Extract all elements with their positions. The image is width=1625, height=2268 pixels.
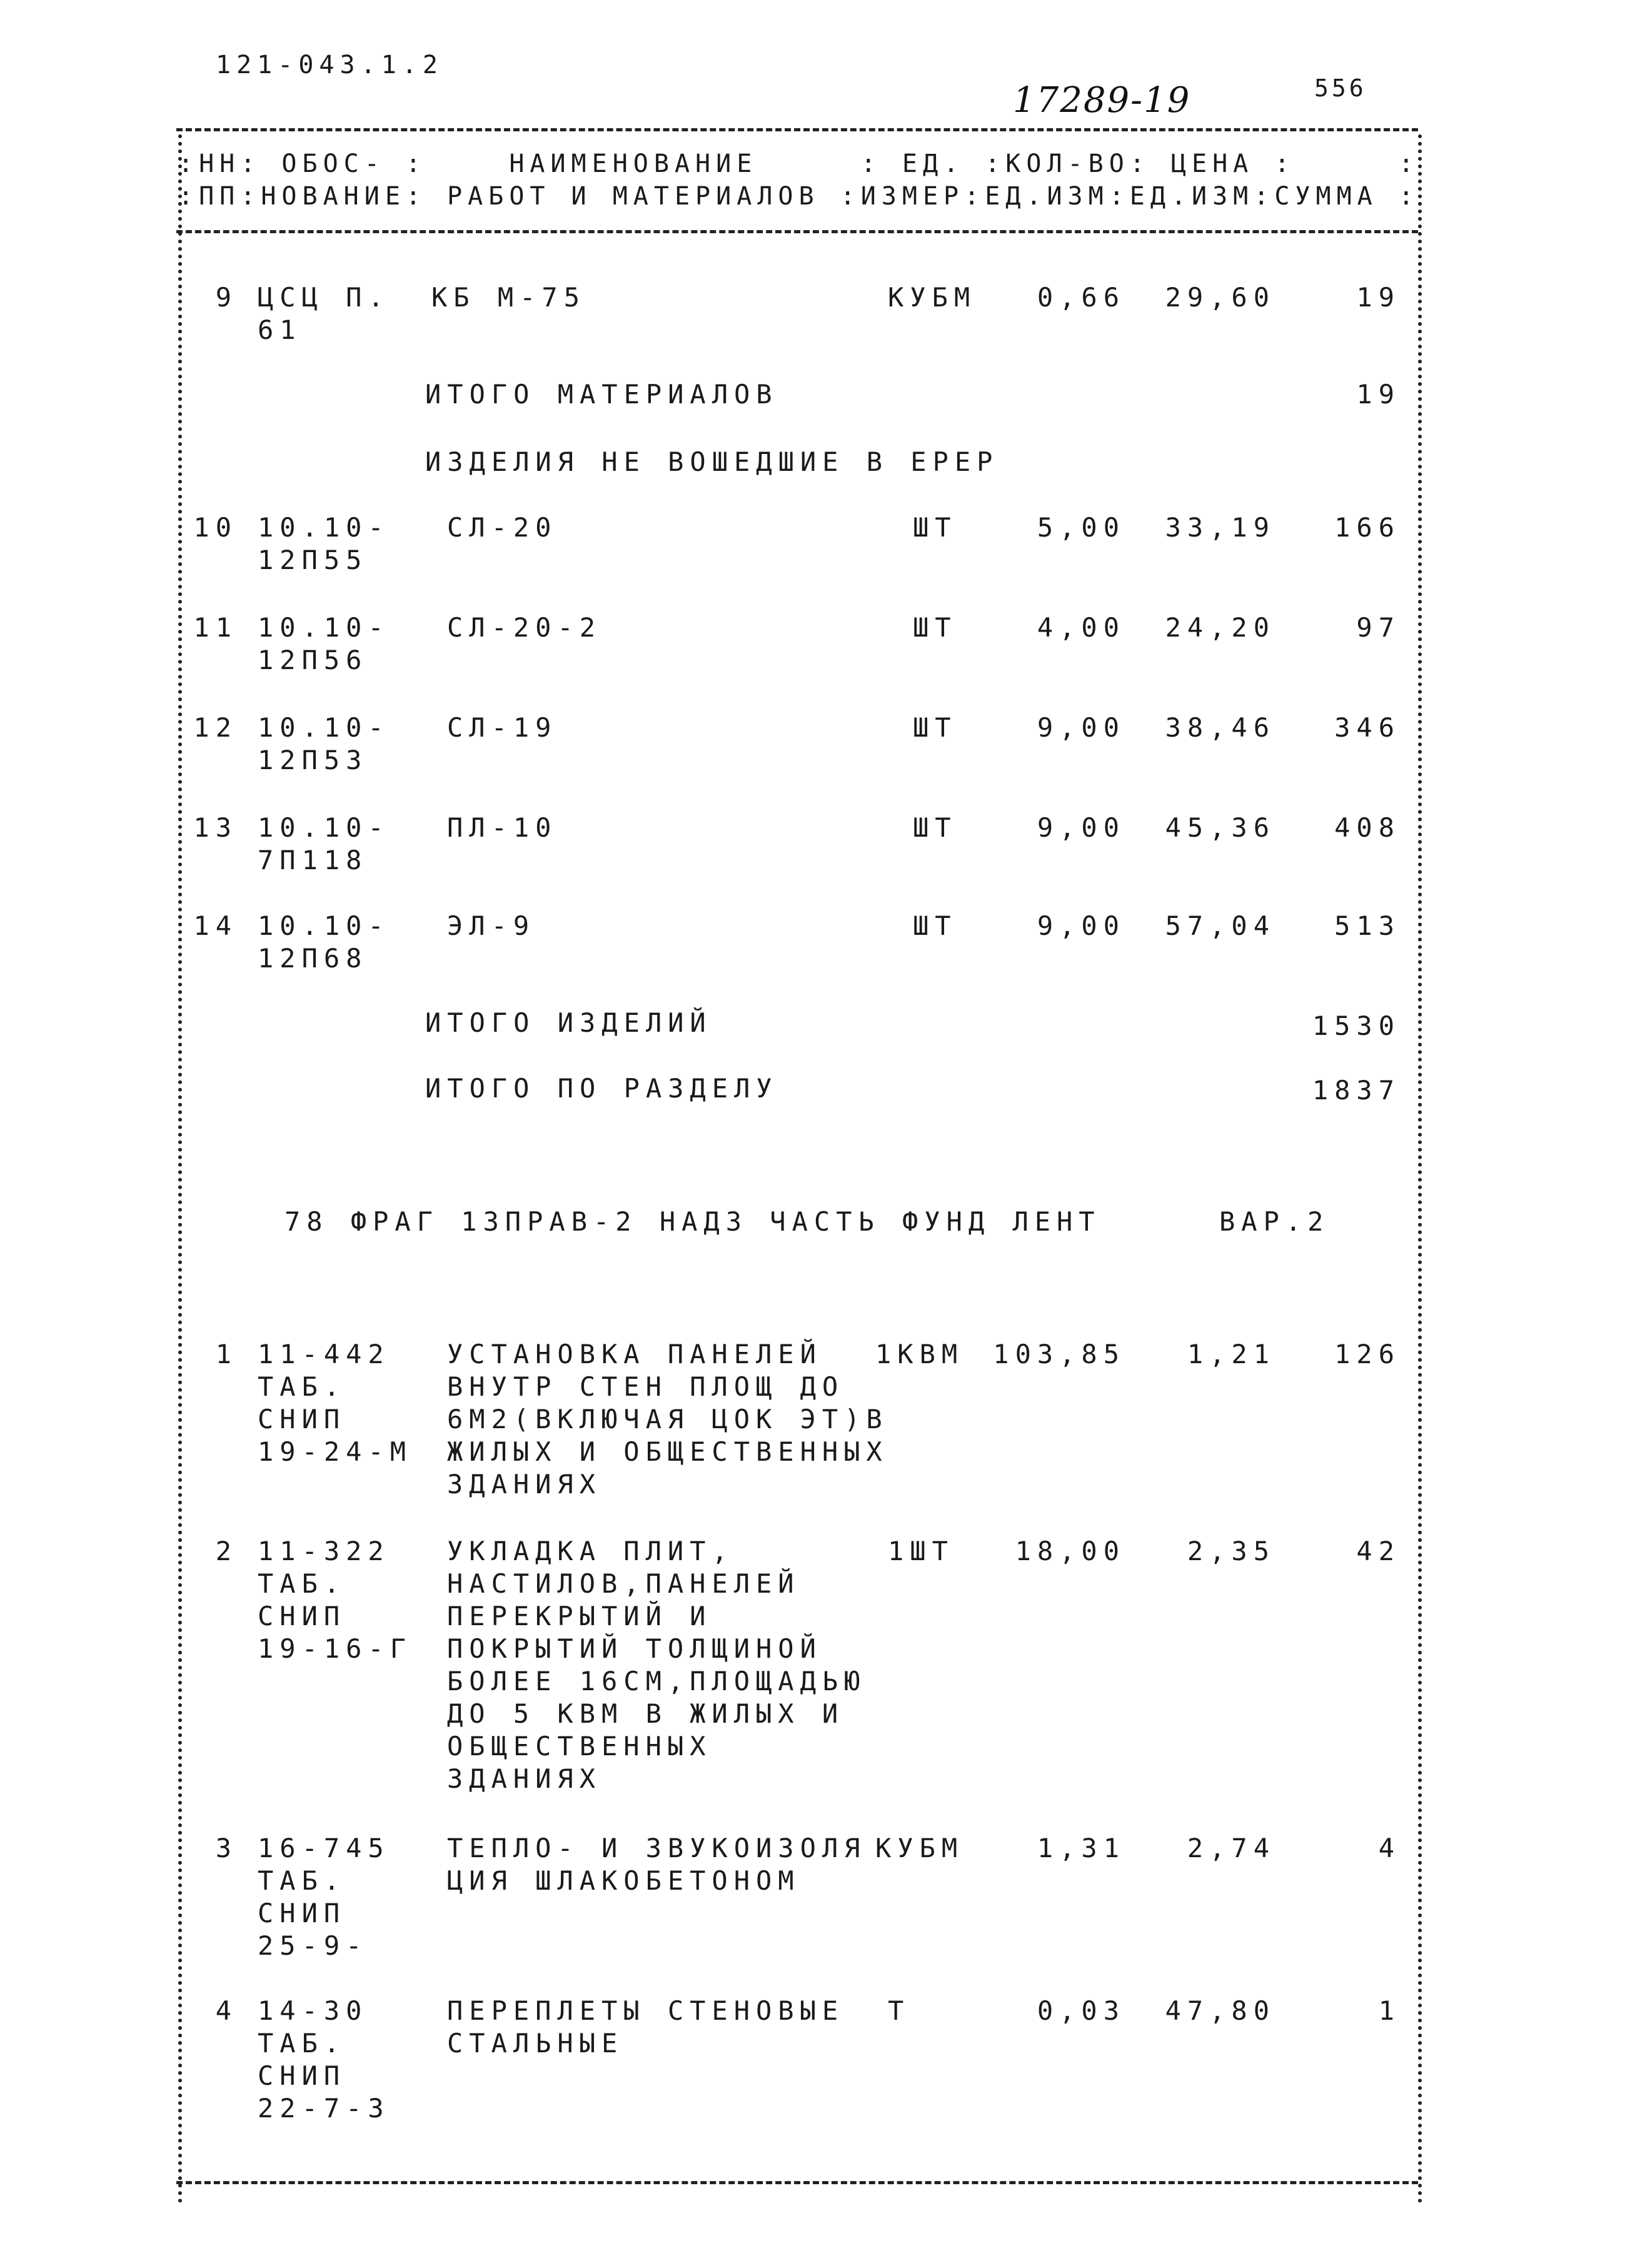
row-number: 1 — [215, 1339, 238, 1369]
row-sum: 4 — [1378, 1833, 1401, 1863]
row-basis: 10.10- 7П118 — [258, 812, 390, 875]
row-basis: 10.10- 12П56 — [258, 612, 390, 675]
row-name: ТЕПЛО- И ЗВУКОИЗОЛЯ ЦИЯ ШЛАКОБЕТОНОМ — [447, 1833, 867, 1896]
row-name: УСТАНОВКА ПАНЕЛЕЙ ВНУТР СТЕН ПЛОЩ ДО 6М2(ВКЛЮЧАЯ ЦОК ЭТ)В ЖИЛЫХ И ОБЩЕСТВЕННЫХ ЗДАНИЯХ — [447, 1339, 888, 1499]
row-sum: 42 — [1356, 1536, 1401, 1566]
section-variant: ВАР.2 — [1219, 1206, 1330, 1237]
row-number: 11 — [193, 612, 238, 643]
row-unit: ШТ — [913, 612, 957, 643]
row-sum: 408 — [1334, 812, 1401, 843]
row-basis: 14-30 ТАБ. СНИП 22-7-3 — [258, 1995, 390, 2124]
row-unit: 1ШТ — [888, 1536, 954, 1566]
row-price: 33,19 — [1165, 512, 1275, 543]
row-number: 4 — [215, 1995, 238, 2026]
document-code: 121-043.1.2 — [216, 51, 443, 79]
row-price: 24,20 — [1165, 612, 1275, 643]
row-name: СЛ-20-2 — [447, 612, 602, 643]
right-border — [1418, 134, 1422, 2204]
row-unit: КУБМ — [888, 282, 977, 313]
row-name: КБ М-75 — [431, 282, 586, 313]
page-number: 556 — [1314, 74, 1367, 102]
row-number: 14 — [193, 910, 238, 941]
row-quantity: 0,03 — [1037, 1995, 1125, 2026]
row-sum: 1 — [1378, 1995, 1401, 2026]
row-unit: ШТ — [913, 712, 957, 743]
row-quantity: 9,00 — [1037, 910, 1125, 941]
row-number: 10 — [193, 512, 238, 543]
row-number: 13 — [193, 812, 238, 843]
row-unit: ШТ — [913, 910, 957, 941]
section-total-label: ИТОГО ПО РАЗДЕЛУ — [425, 1073, 778, 1104]
items-total-label: ИТОГО ИЗДЕЛИЙ — [425, 1007, 712, 1038]
row-number: 3 — [215, 1833, 238, 1863]
row-name: ПЛ-10 — [447, 812, 558, 843]
row-unit: ШТ — [913, 812, 957, 843]
materials-total-label: ИТОГО МАТЕРИАЛОВ — [425, 379, 778, 410]
row-price: 45,36 — [1165, 812, 1275, 843]
items-total-value: 1530 — [1312, 1011, 1401, 1041]
row-basis: 11-322 ТАБ. СНИП 19-16-Г — [258, 1536, 413, 1664]
row-price: 29,60 — [1165, 282, 1275, 313]
row-number: 9 — [215, 282, 238, 313]
row-name: УКЛАДКА ПЛИТ, НАСТИЛОВ,ПАНЕЛЕЙ ПЕРЕКРЫТИЙ И ПОКРЫТИЙ ТОЛЩИНОЙ БОЛЕЕ 16СМ,ПЛОЩАДЬЮ ДО 5 КВМ В ЖИЛЫХ И ОБЩЕСТВЕННЫХ ЗДАНИЯХ — [447, 1536, 867, 1794]
row-basis: 10.10- 12П53 — [258, 712, 390, 775]
row-quantity: 9,00 — [1037, 812, 1125, 843]
row-name: СЛ-20 — [447, 512, 558, 543]
row-basis: 10.10- 12П68 — [258, 910, 390, 974]
items-not-in-erer-heading: ИЗДЕЛИЯ НЕ ВОШЕДШИЕ В ЕРЕР — [425, 446, 999, 477]
row-quantity: 1,31 — [1037, 1833, 1125, 1863]
row-sum: 166 — [1334, 512, 1401, 543]
row-quantity: 9,00 — [1037, 712, 1125, 743]
row-quantity: 103,85 — [993, 1339, 1125, 1369]
materials-total-value: 19 — [1356, 379, 1401, 410]
header-rule — [176, 230, 1418, 233]
row-price: 1,21 — [1187, 1339, 1275, 1369]
row-sum: 19 — [1356, 282, 1401, 313]
top-rule — [176, 128, 1418, 131]
handwritten-number: 17289-19 — [1013, 80, 1191, 121]
table-header-line-2: :ПП:НОВАНИЕ: РАБОТ И МАТЕРИАЛОВ :ИЗМЕР:ЕД.ИЗМ:ЕД.ИЗМ:СУММА : — [178, 182, 1419, 211]
row-price: 47,80 — [1165, 1995, 1275, 2026]
row-price: 57,04 — [1165, 910, 1275, 941]
row-name: СЛ-19 — [447, 712, 558, 743]
row-sum: 346 — [1334, 712, 1401, 743]
row-number: 12 — [193, 712, 238, 743]
row-name: ПЕРЕПЛЕТЫ СТЕНОВЫЕ СТАЛЬНЫЕ — [447, 1995, 845, 2059]
row-quantity: 4,00 — [1037, 612, 1125, 643]
section-heading: 78 ФРАГ 13ПРАВ-2 НАДЗ ЧАСТЬ ФУНД ЛЕНТ — [284, 1206, 1101, 1237]
row-quantity: 0,66 — [1037, 282, 1125, 313]
row-unit: КУБМ — [875, 1833, 964, 1863]
row-unit: 1КВМ — [875, 1339, 964, 1369]
row-basis: ЦСЦ П. 61 — [258, 282, 390, 345]
row-sum: 126 — [1334, 1339, 1401, 1369]
row-sum: 513 — [1334, 910, 1401, 941]
row-number: 2 — [215, 1536, 238, 1566]
table-header-line-1: :НН: ОБОС- : НАИМЕНОВАНИЕ : ЕД. :КОЛ-ВО: ЦЕНА : : — [178, 149, 1419, 178]
row-quantity: 5,00 — [1037, 512, 1125, 543]
row-basis: 11-442 ТАБ. СНИП 19-24-М — [258, 1339, 413, 1467]
row-basis: 16-745 ТАБ. СНИП 25-9- — [258, 1833, 390, 1961]
left-border — [178, 134, 182, 2204]
row-price: 38,46 — [1165, 712, 1275, 743]
row-unit: ШТ — [913, 512, 957, 543]
section-total-value: 1837 — [1312, 1075, 1401, 1106]
row-price: 2,35 — [1187, 1536, 1275, 1566]
row-name: ЭЛ-9 — [447, 910, 536, 941]
row-sum: 97 — [1356, 612, 1401, 643]
row-quantity: 18,00 — [1015, 1536, 1125, 1566]
bottom-rule — [176, 2181, 1418, 2184]
row-unit: Т — [888, 1995, 910, 2026]
row-price: 2,74 — [1187, 1833, 1275, 1863]
row-basis: 10.10- 12П55 — [258, 512, 390, 575]
